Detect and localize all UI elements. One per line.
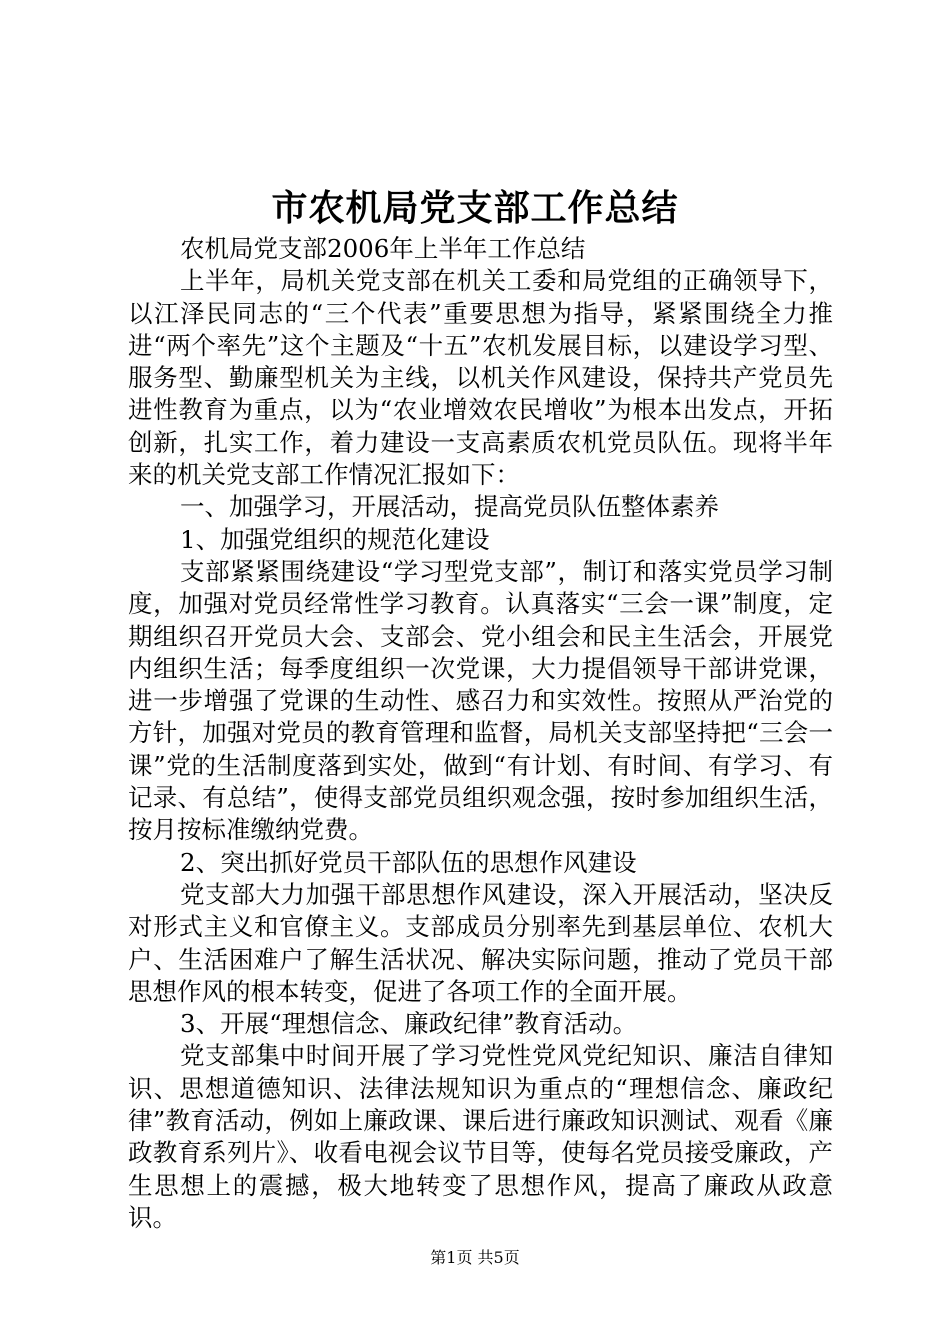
document-body bbox=[128, 233, 833, 1234]
page-title: 市农机局党支部工作总结 bbox=[271, 187, 679, 229]
paragraph-subsection-1: 支部紧紧围绕建设“学习型党支部”，制订和落实党员学习制度，加强对党员经常性学习教育。认真落实“三会一课”制度，定期组织召开党员大会、支部会、党小组会和民主生活会，开展党内组织生活；每季度组织一次党课，大力提倡领导干部讲党课，进一步增强了党课的生动性、感召力和实效性。按照从严治党的方针，加强对党员的教育管理和监督，局机关支部坚持把“三会一课”党的生活制度落到实处，做到“有计划、有时间、有学习、有记录、有总结”，使得支部党员组织观念强，按时参加组织生活，按月按标准缴纳党费。 bbox=[128, 556, 833, 845]
subsection-heading-3: 3、开展“理想信念、廉政纪律”教育活动。 bbox=[180, 1009, 638, 1039]
paragraph-intro: 上半年，局机关党支部在机关工委和局党组的正确领导下，以江泽民同志的“三个代表”重要思想为指导，紧紧围绕全力推进“两个率先”这个主题及“十五”农机发展目标，以建设学习型、服务型、勤廉型机关为主线，以机关作风建设，保持共产党员先进性教育为重点，以为“农业增效农民增收”为根本出发点，开拓创新，扎实工作，着力建设一支高素质农机党员队伍。现将半年来的机关党支部工作情况汇报如下： bbox=[128, 266, 833, 490]
paragraph-subsection-2: 党支部大力加强干部思想作风建设，深入开展活动，坚决反对形式主义和官僚主义。支部成员分别率先到基层单位、农机大户、生活困难户了解生活状况、解决实际问题，推动了党员干部思想作风的根本转变，促进了各项工作的全面开展。 bbox=[128, 879, 833, 1006]
paragraph-subsection-3: 党支部集中时间开展了学习党性党风党纪知识、廉洁自律知识、思想道德知识、法律法规知识为重点的“理想信念、廉政纪律”教育活动，例如上廉政课、课后进行廉政知识测试、观看《廉政教育系列片》、收看电视会议节目等，使每名党员接受廉政，产生思想上的震撼，极大地转变了思想作风，提高了廉政从政意识。 bbox=[128, 1041, 833, 1232]
subsection-heading-1: 1、加强党组织的规范化建设 bbox=[180, 524, 490, 554]
page-footer: 第1页 共5页 bbox=[430, 1248, 520, 1267]
paragraph-subtitle: 农机局党支部2006年上半年工作总结 bbox=[180, 234, 586, 263]
subsection-heading-2: 2、突出抓好党员干部队伍的思想作风建设 bbox=[180, 847, 637, 877]
section-heading-1: 一、加强学习，开展活动，提高党员队伍整体素养 bbox=[180, 492, 719, 522]
